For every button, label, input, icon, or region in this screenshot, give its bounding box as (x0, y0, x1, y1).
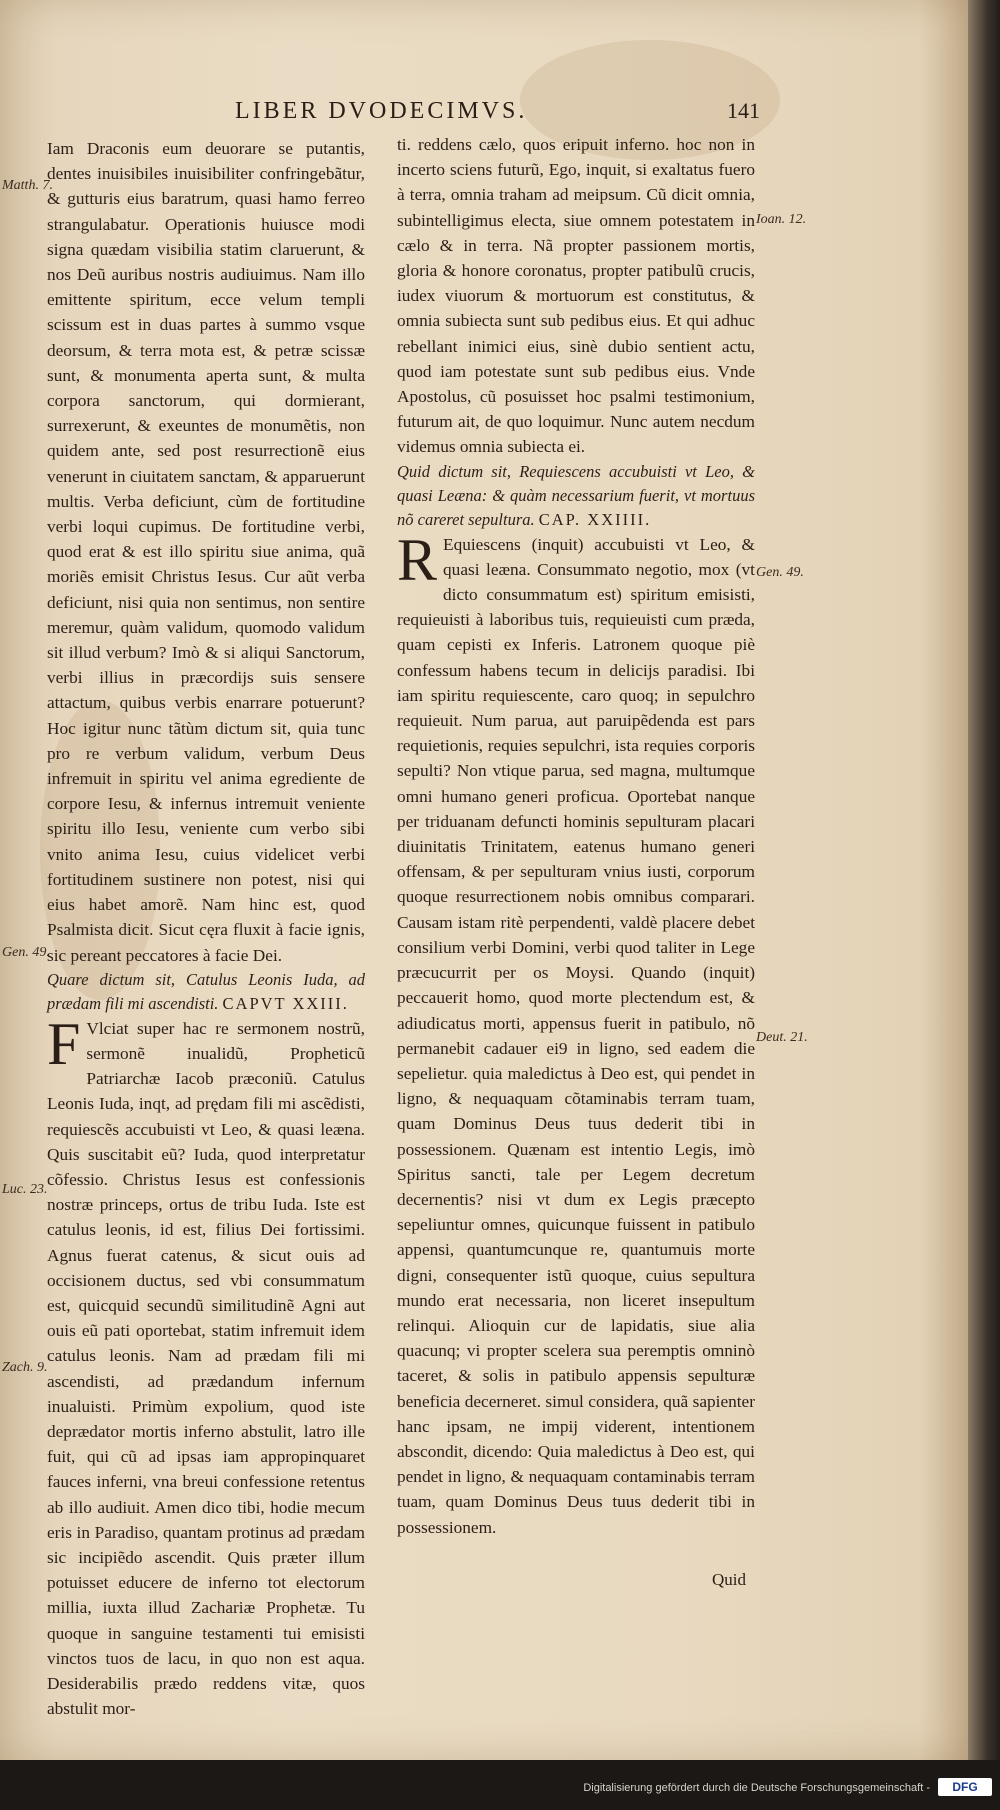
left-paragraph-1: Iam Draconis eum deuorare se putantis, dentes inuisibiles inuisibiliter confringebãtur, & gutturis eius baratrum, quasi hamo ferreo strangulabatur. Operationis huiusce modi signa quædam visibilia statim claruerunt, & nos Deũ auribus nostris audiuimus. Nam illo emittente spiritum, ecce velum templi scissum est in duas partes à summo vsque deorsum, & terra mota est, & petræ scissæ sunt, & monumenta aperta sunt, & multa corpora sanctorum, qui dormierant, surrexerunt, & exeuntes de monumẽtis, non quidem ante, sed post resurrectionẽ eius venerunt in ciuitatem sanctam, & apparuerunt multis. Verba deficiunt, cùm de fortitudine verbi loqui cupimus. De fortitudine verbi, quod erat & est illo spiritu siue anima, quã moriẽs emisit Christus Iesus. Cur aũt verba deficiunt, nisi quia non sentimus, non sentire meremur, quàm validum, quomodo validum sit illud verbum? Imò & si aliqui Sanctorum, verbi illius in præcordijs suis sensere attactum, quibus verbis enarrare potuerunt? Hoc igitur nunc tãtùm dictum sit, quia tunc pro re verbum validum, verbum Deus infremuit in spiritu vel anima egrediente de corpore Iesu, & infernus intremuit veniente spiritu illo Iesu, veniente cum verbo sibi vnito anima Iesu, cuius videlicet verbi fortitudinem sustinere non potest, nisi qui eius habet amorẽ. Nam hinc est, quod Psalmista dicit. Sicut cęra fluxit à facie ignis, sic pereant peccatores à facie Dei. (47, 139, 365, 965)
left-paragraph-2-text: Vlciat super hac re sermonem nostrũ, sermonẽ inualidũ, Propheticũ Patriarchæ Iacob præconiũ. Catulus Leonis Iuda, inqt, ad prędam fili mi ascẽdisti, requiescẽs accubuisti vt Leo, & quasi leæna. Quis suscitabit eũ? Iuda, quod interpretatur cõfessio. Christus Iesus est confessionis nostræ princeps, ortus de tribu Iuda. Iste est catulus leonis, id est, filius Dei fortissimi. Agnus fuerat catenus, & sicut ouis ad occisionem ductus, sed vbi consummatum est, quicquid secundũ similitudinẽ Agni aut ouis eũ pati oportebat, statim infremuit idem catulus leonis. Nam ad prædam fili mi ascendisti, ad prædandum infernum inualuisti. Primùm expolium, quod iste deprædator mortis inferno abstulit, latro ille fuit, qui cũ ad ipsas iam appropinquaret fauces inferni, vna breui confessione retentus ab illo audiuit. Amen dico tibi, hodie mecum eris in Paradiso, quantam protinus ad prædam sic incipiẽdo ascendit. Quis præter illum potuisset educere de inferno tot electorum millia, iuxta illud Zachariæ Prophetæ. Tu quoque in sanguine testamenti tui emisisti vinctos tuos de lacu, in quo non est aqua. Desiderabilis prædo reddens vitæ, quos abstulit mor- (47, 1018, 365, 1719)
chapter-24-heading (397, 460, 755, 532)
left-paragraph-2 (47, 1010, 365, 1722)
running-head: LIBER DVODECIMVS. (235, 98, 528, 124)
right-paragraph-2-text: Equiescens (inquit) accubuisti vt Leo, & quasi leæna. Consummato negotio, mox (vt dicto consummatum est) spiritum emisisti, requieuisti à laboribus tuis, requieuisti cum præda, quam cepisti ex Inferis. Latronem quoque piè confessum habens tecum in delicijs paradisi. Ibi iam spiritu requiescente, caro quoq; in sepulchro requieuit. Num parua, aut paruipẽdenda est pars requietionis, requies sepulchri, ista requies corporis sepulti? Non vtique parua, sed magna, multumque omni humano generi proficua. Oportebat nanque per triduanam defuncti hominis sepulturam placari diuinitatis Trinitatem, eatenus humano generi offensam, & per sepulturam vnius iusti, corporum quoque resurrectionem nobis omnibus comparari. Causam istam ritè perpendenti, valdè placere debet consilium verbi Domini, verbi quod taliter in Lege præcucurrit per os Moysi. Quando (inquit) peccauerit homo, quod morte plectendum est, & adiudicatus morti, appensus fuerit in patibulo, nõ permanebit cadauer ei9 in ligno, sed eadem die sepelietur. quia maledictus à Deo est, qui pendet in ligno, & nequaquam cõtaminabis terram tuam, quam Dominus Deus tuus dederit tibi in possessionem. Quænam est intentio Legis, imò Spiritus sancti, tale per Legem decretum decernentis? nisi vt dum ex Legis præcepto sepeliuntur omnes, quicunque fuissent in patibulo appensi, quantumcunque re, quantumuis morte digni, consequenter istũ quoque, cuius sepultura mundo erat necessaria, non liceret insepultum relinqui. Alioquin cur de lapidatis, siue alia quacunq; vi propter scelera sua peremptis omninò taceret, & solis in patibulo appensis sepulturæ beneficia decerneret. simul considera, quã sapienter hanc ipsam, ne impij viderent, intentionem abscondit, dicendo: Quia maledictus à Deo est, qui pendet in ligno, & nequaquam contaminabis terram tuam, quam Dominus Deus tuus dederit tibi in possessionem. (397, 534, 755, 1537)
margin-note-matth: Matth. 7. (2, 178, 53, 193)
chapter-24-number: CAP. XXIIII. (538, 509, 652, 529)
dfg-logo: DFG (938, 1778, 992, 1796)
chapter-23-heading (47, 968, 365, 1016)
catchword: Quid (712, 1570, 746, 1589)
left-column (47, 136, 365, 1721)
right-paragraph-1: ti. reddens cælo, quos eripuit inferno. hoc non in incerto sciens futurũ, Ego, inquit, si exaltatus fuero à terra, omnia traham ad meipsum. Cũ dicit omnia, subintelligimus electa, siue omnem potestatem in cælo & in terra. Nã propter passionem mortis, gloria & honore coronatus, propter patibulũ crucis, iudex viuorum & mortuorum est constitutus, & omnia subiecta sunt sub pedibus eius. Et qui adhuc rebellant inimici eius, sinè dubio sentient actu, quod iam potestate sunt sub pedibus eius. Vnde Apostolus, cũ posuisset hoc psalmi testimonium, futurum ait, de quo loquimur. Nunc autem necdum videmus omnia subiecta ei. (397, 135, 755, 457)
drop-capital-r: R (397, 526, 438, 593)
page-edge-shadow (968, 0, 1000, 1760)
chapter-23-number: CAPVT XXIII. (222, 993, 349, 1013)
chapter-24-title: Quid dictum sit, Requiescens accubuisti vt Leo, & quasi Leæna: & quàm necessarium fuerit, vt mortuus nõ careret sepultura. (397, 461, 755, 529)
drop-capital-f: F (47, 1010, 81, 1077)
digitization-credit: Digitalisierung gefördert durch die Deutsche Forschungsgemeinschaft - (583, 1782, 930, 1794)
margin-note-ioan: Ioan. 12. (756, 212, 807, 227)
folio-number: 141 (727, 98, 760, 123)
right-paragraph-2 (397, 526, 755, 1540)
margin-note-gen49-right: Gen. 49. (756, 565, 804, 580)
chapter-23-title: Quare dictum sit, Catulus Leonis Iuda, ad prædam fili mi ascendisti. (47, 969, 365, 1013)
right-column (397, 132, 755, 1540)
margin-note-deut: Deut. 21. (756, 1030, 808, 1045)
margin-note-zach: Zach. 9. (2, 1360, 48, 1375)
margin-note-gen49-left: Gen. 49. (2, 945, 50, 960)
margin-note-luc: Luc. 23. (2, 1182, 48, 1197)
